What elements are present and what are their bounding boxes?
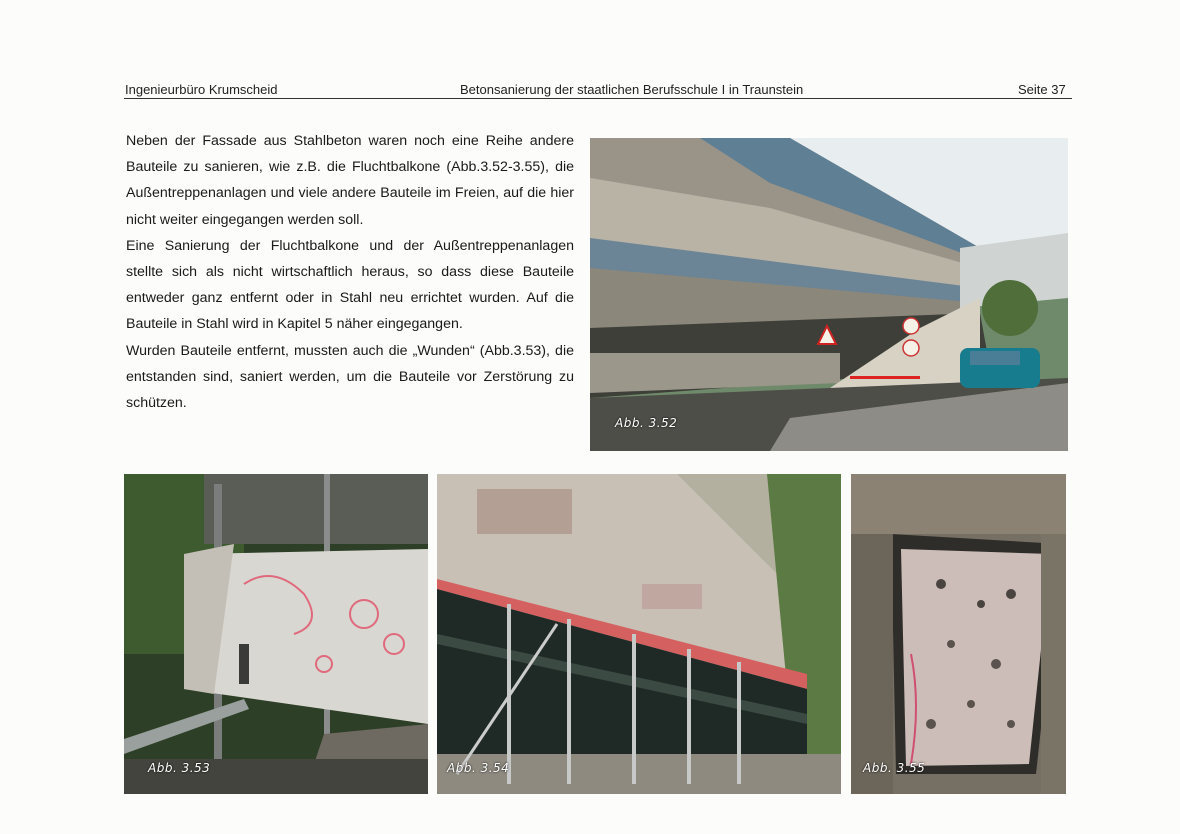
photo-abb-3-52 xyxy=(590,138,1068,451)
paragraph-1: Neben der Fassade aus Stahlbeton waren noch eine Reihe andere Bauteile zu sanieren, wie z.B. die Fluchtbalkone (Abb.3.52-3.55), die Außentreppenanlagen und viele andere Bauteile im Freien, auf die hier nicht weiter eingegangen werden soll. xyxy=(126,133,574,228)
caption-abb-3-52: Abb. 3.52 xyxy=(615,416,678,430)
photo-abb-3-53 xyxy=(124,474,428,794)
header-page-number: Seite 37 xyxy=(1018,82,1066,97)
photo-abb-3-55 xyxy=(851,474,1066,794)
body-text xyxy=(126,128,574,416)
header-title: Betonsanierung der staatlichen Berufsschule I in Traunstein xyxy=(460,82,804,97)
paragraph-2: Eine Sanierung der Fluchtbalkone und der Außentreppenanlagen stellte sich als nicht wirtschaftlich heraus, so dass diese Bauteile entweder ganz entfernt oder in Stahl neu errichtet wurden. Auf die Bauteile in Stahl wird in Kapitel 5 näher eingegangen. xyxy=(126,237,574,333)
caption-abb-3-54: Abb. 3.54 xyxy=(447,761,510,775)
header-author: Ingenieurbüro Krumscheid xyxy=(125,82,278,97)
caption-abb-3-55: Abb. 3.55 xyxy=(863,761,926,775)
header-rule xyxy=(124,98,1072,99)
caption-abb-3-53: Abb. 3.53 xyxy=(148,761,211,775)
paragraph-3: Wurden Bauteile entfernt, mussten auch die „Wunden“ (Abb.3.53), die entstanden sind, saniert werden, um die Bauteile vor Zerstörung zu schützen. xyxy=(126,342,574,412)
photo-abb-3-54 xyxy=(437,474,841,794)
